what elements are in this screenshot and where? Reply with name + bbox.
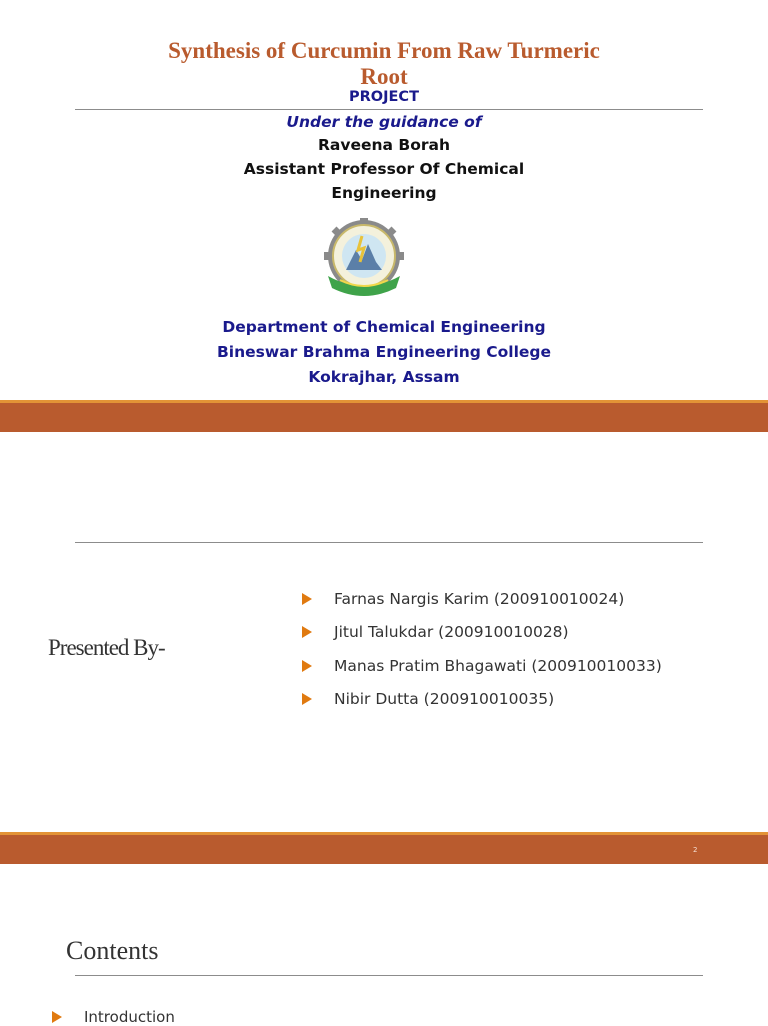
slide-title-line2: Root <box>360 64 408 89</box>
department-name: Department of Chemical Engineering <box>222 318 546 336</box>
member-name: Nibir Dutta (200910010035) <box>334 690 555 708</box>
college-name: Bineswar Brahma Engineering College <box>216 343 552 361</box>
member-name: Jitul Talukdar (200910010028) <box>334 623 569 641</box>
bullet-arrow-icon <box>52 1011 62 1023</box>
list-item <box>302 590 624 608</box>
member-name: Manas Pratim Bhagawati (200910010033) <box>334 657 662 675</box>
project-label: PROJECT <box>349 89 419 105</box>
contents-item: Introduction <box>84 1008 175 1026</box>
footer-band <box>0 835 768 864</box>
guide-title-line2: Engineering <box>331 184 437 202</box>
slide2-divider <box>75 542 703 543</box>
list-item <box>302 690 554 708</box>
list-item <box>52 1008 175 1026</box>
member-name: Farnas Nargis Karim (200910010024) <box>334 590 625 608</box>
slide-title-line1: Synthesis of Curcumin From Raw Turmeric <box>168 38 600 63</box>
bullet-arrow-icon <box>302 626 312 638</box>
title-divider <box>75 109 703 110</box>
bullet-arrow-icon <box>302 593 312 605</box>
bullet-arrow-icon <box>302 660 312 672</box>
contents-divider <box>75 975 703 976</box>
guide-name: Raveena Borah <box>317 136 450 154</box>
contents-heading: Contents <box>66 936 159 965</box>
presented-by-label: Presented By- <box>48 635 165 660</box>
bullet-arrow-icon <box>302 693 312 705</box>
slide-number: 2 <box>693 846 698 854</box>
guidance-label: Under the guidance of <box>286 113 482 131</box>
guide-title-line1: Assistant Professor Of Chemical <box>243 160 525 178</box>
list-item <box>302 623 569 641</box>
footer-band <box>0 403 768 432</box>
college-emblem-icon <box>318 218 410 300</box>
list-item <box>302 657 662 675</box>
college-location: Kokrajhar, Assam <box>308 368 460 386</box>
